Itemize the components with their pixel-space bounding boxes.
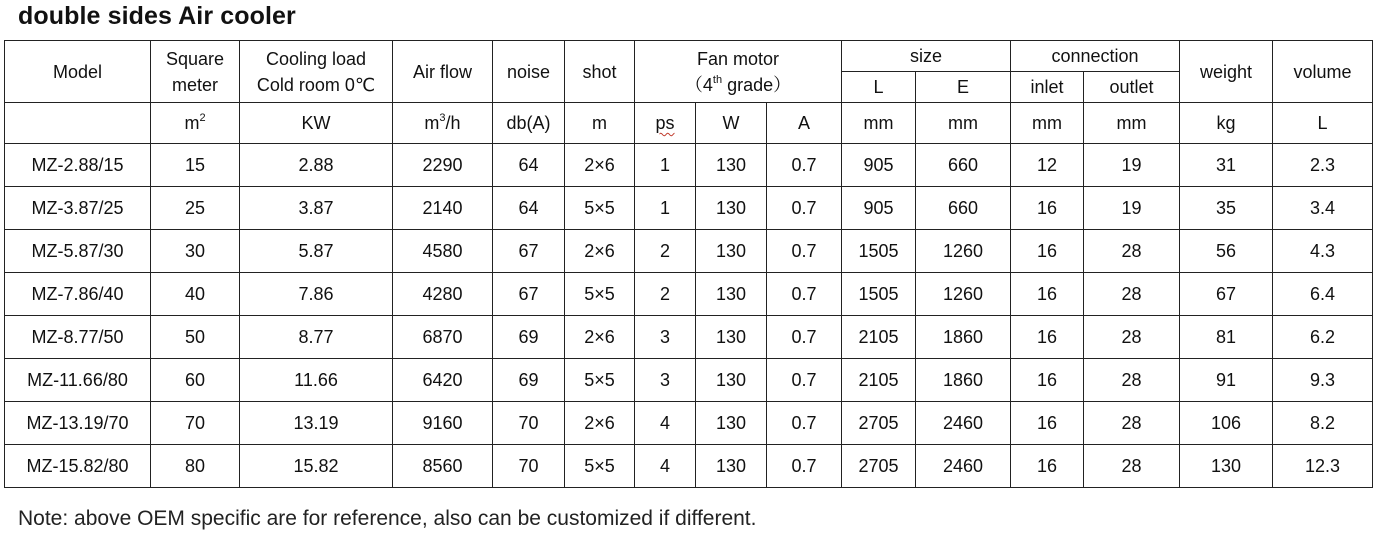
table-row	[5, 316, 1373, 359]
cell-volume: 3.4	[1273, 187, 1373, 230]
unit-square-meter-base: m	[184, 113, 200, 133]
units-row	[5, 103, 1373, 144]
unit-size-e: mm	[916, 103, 1011, 144]
cell-noise: 64	[493, 144, 565, 187]
cell-size-l: 905	[842, 187, 916, 230]
unit-air-flow-rest: /h	[445, 113, 461, 133]
cell-fan-a: 0.7	[767, 230, 842, 273]
header-square-meter-line1: Square	[165, 48, 225, 69]
unit-air-flow-base: m	[424, 113, 440, 133]
cell-size-l: 2105	[842, 316, 916, 359]
cell-air-flow: 4580	[393, 230, 493, 273]
cell-inlet: 16	[1011, 316, 1084, 359]
cell-size-e: 1260	[916, 273, 1011, 316]
cell-volume: 12.3	[1273, 445, 1373, 488]
cell-inlet: 16	[1011, 359, 1084, 402]
header-size: size	[842, 41, 1011, 72]
cell-model: MZ-8.77/50	[5, 316, 151, 359]
unit-square-meter-sup: 2	[199, 112, 206, 124]
header-fan-motor-grade-open: （4	[684, 74, 713, 95]
table-row	[5, 187, 1373, 230]
cell-fan-ps: 2	[635, 273, 696, 316]
cell-fan-w: 130	[696, 230, 767, 273]
data-rows	[5, 144, 1373, 488]
cell-model: MZ-3.87/25	[5, 187, 151, 230]
cell-air-flow: 4280	[393, 273, 493, 316]
cell-model: MZ-2.88/15	[5, 144, 151, 187]
cell-model: MZ-11.66/80	[5, 359, 151, 402]
footnote: Note: above OEM specific are for reference, also can be customized if different.	[18, 507, 757, 530]
header-fan-motor	[635, 41, 842, 103]
cell-fan-w: 130	[696, 402, 767, 445]
cell-square-meter: 50	[151, 316, 240, 359]
cell-model: MZ-13.19/70	[5, 402, 151, 445]
cell-outlet: 28	[1084, 359, 1180, 402]
cell-size-e: 660	[916, 187, 1011, 230]
table-row	[5, 359, 1373, 402]
cell-air-flow: 2140	[393, 187, 493, 230]
cell-weight: 130	[1180, 445, 1273, 488]
cell-outlet: 19	[1084, 187, 1180, 230]
unit-size-l: mm	[842, 103, 916, 144]
cell-size-l: 1505	[842, 230, 916, 273]
cell-size-e: 1860	[916, 359, 1011, 402]
cell-cooling-load: 11.66	[240, 359, 393, 402]
unit-fan-ps-text: ps	[655, 113, 675, 133]
cell-air-flow: 6870	[393, 316, 493, 359]
cell-model: MZ-7.86/40	[5, 273, 151, 316]
cell-outlet: 28	[1084, 230, 1180, 273]
header-outlet: outlet	[1084, 72, 1180, 103]
cell-size-e: 1260	[916, 230, 1011, 273]
cell-cooling-load: 7.86	[240, 273, 393, 316]
unit-fan-a: A	[767, 103, 842, 144]
cell-square-meter: 70	[151, 402, 240, 445]
unit-volume: L	[1273, 103, 1373, 144]
cell-fan-a: 0.7	[767, 187, 842, 230]
cell-fan-w: 130	[696, 273, 767, 316]
cell-volume: 8.2	[1273, 402, 1373, 445]
cell-size-e: 1860	[916, 316, 1011, 359]
cell-shot: 5×5	[565, 187, 635, 230]
cell-shot: 2×6	[565, 144, 635, 187]
cell-cooling-load: 5.87	[240, 230, 393, 273]
cell-size-e: 660	[916, 144, 1011, 187]
header-connection: connection	[1011, 41, 1180, 72]
cell-fan-ps: 1	[635, 144, 696, 187]
cell-weight: 56	[1180, 230, 1273, 273]
header-inlet: inlet	[1011, 72, 1084, 103]
unit-noise: db(A)	[493, 103, 565, 144]
cell-outlet: 28	[1084, 273, 1180, 316]
header-fan-motor-line1: Fan motor	[696, 48, 780, 69]
header-shot: shot	[565, 41, 635, 103]
table-row	[5, 273, 1373, 316]
spec-table	[4, 40, 1373, 488]
cell-weight: 35	[1180, 187, 1273, 230]
cell-weight: 31	[1180, 144, 1273, 187]
cell-fan-w: 130	[696, 316, 767, 359]
header-fan-motor-grade-close: grade）	[722, 74, 792, 95]
cell-size-e: 2460	[916, 445, 1011, 488]
unit-air-flow	[393, 103, 493, 144]
header-cooling-load-line1: Cooling load	[265, 48, 367, 69]
cell-inlet: 16	[1011, 445, 1084, 488]
header-air-flow: Air flow	[393, 41, 493, 103]
cell-fan-a: 0.7	[767, 144, 842, 187]
table-row	[5, 144, 1373, 187]
unit-weight: kg	[1180, 103, 1273, 144]
table-row	[5, 402, 1373, 445]
unit-outlet: mm	[1084, 103, 1180, 144]
header-square-meter	[151, 41, 240, 103]
cell-fan-w: 130	[696, 144, 767, 187]
unit-cooling-load: KW	[240, 103, 393, 144]
header-cooling-load-degree: ℃	[354, 74, 376, 95]
cell-inlet: 12	[1011, 144, 1084, 187]
cell-fan-ps: 1	[635, 187, 696, 230]
unit-shot: m	[565, 103, 635, 144]
cell-fan-a: 0.7	[767, 273, 842, 316]
cell-fan-ps: 4	[635, 445, 696, 488]
header-size-l: L	[842, 72, 916, 103]
cell-fan-ps: 3	[635, 316, 696, 359]
cell-inlet: 16	[1011, 187, 1084, 230]
cell-square-meter: 60	[151, 359, 240, 402]
unit-air-flow-sup: 3	[439, 112, 446, 124]
cell-cooling-load: 13.19	[240, 402, 393, 445]
unit-fan-ps	[635, 103, 696, 144]
cell-noise: 67	[493, 230, 565, 273]
cell-air-flow: 9160	[393, 402, 493, 445]
unit-model	[5, 103, 151, 144]
page-title: double sides Air cooler	[18, 2, 296, 30]
cell-square-meter: 80	[151, 445, 240, 488]
cell-weight: 67	[1180, 273, 1273, 316]
header-row-1	[5, 41, 1373, 72]
cell-noise: 67	[493, 273, 565, 316]
header-cooling-load	[240, 41, 393, 103]
header-square-meter-line2: meter	[171, 74, 218, 95]
cell-fan-w: 130	[696, 359, 767, 402]
header-noise: noise	[493, 41, 565, 103]
cell-weight: 81	[1180, 316, 1273, 359]
unit-square-meter	[151, 103, 240, 144]
cell-noise: 69	[493, 359, 565, 402]
cell-air-flow: 8560	[393, 445, 493, 488]
header-cooling-load-line2: Cold room 0	[256, 74, 355, 95]
cell-fan-a: 0.7	[767, 359, 842, 402]
cell-square-meter: 15	[151, 144, 240, 187]
cell-cooling-load: 3.87	[240, 187, 393, 230]
cell-square-meter: 40	[151, 273, 240, 316]
header-model: Model	[5, 41, 151, 103]
cell-fan-a: 0.7	[767, 402, 842, 445]
cell-weight: 91	[1180, 359, 1273, 402]
cell-fan-ps: 4	[635, 402, 696, 445]
cell-noise: 70	[493, 402, 565, 445]
header-volume: volume	[1273, 41, 1373, 103]
cell-fan-ps: 3	[635, 359, 696, 402]
cell-air-flow: 2290	[393, 144, 493, 187]
cell-square-meter: 30	[151, 230, 240, 273]
cell-fan-w: 130	[696, 187, 767, 230]
cell-fan-ps: 2	[635, 230, 696, 273]
table-row	[5, 445, 1373, 488]
cell-inlet: 16	[1011, 230, 1084, 273]
cell-volume: 2.3	[1273, 144, 1373, 187]
cell-outlet: 19	[1084, 144, 1180, 187]
cell-shot: 5×5	[565, 359, 635, 402]
cell-size-l: 1505	[842, 273, 916, 316]
cell-cooling-load: 15.82	[240, 445, 393, 488]
header-weight: weight	[1180, 41, 1273, 103]
cell-outlet: 28	[1084, 316, 1180, 359]
table-row	[5, 230, 1373, 273]
cell-noise: 69	[493, 316, 565, 359]
cell-inlet: 16	[1011, 402, 1084, 445]
cell-shot: 5×5	[565, 273, 635, 316]
cell-volume: 6.2	[1273, 316, 1373, 359]
cell-air-flow: 6420	[393, 359, 493, 402]
cell-shot: 5×5	[565, 445, 635, 488]
cell-noise: 70	[493, 445, 565, 488]
cell-volume: 4.3	[1273, 230, 1373, 273]
cell-shot: 2×6	[565, 230, 635, 273]
cell-inlet: 16	[1011, 273, 1084, 316]
cell-outlet: 28	[1084, 402, 1180, 445]
cell-cooling-load: 2.88	[240, 144, 393, 187]
cell-shot: 2×6	[565, 402, 635, 445]
cell-fan-a: 0.7	[767, 316, 842, 359]
header-fan-motor-grade-sup: th	[712, 73, 723, 86]
cell-cooling-load: 8.77	[240, 316, 393, 359]
cell-volume: 9.3	[1273, 359, 1373, 402]
cell-noise: 64	[493, 187, 565, 230]
unit-fan-w: W	[696, 103, 767, 144]
cell-volume: 6.4	[1273, 273, 1373, 316]
cell-shot: 2×6	[565, 316, 635, 359]
cell-fan-w: 130	[696, 445, 767, 488]
cell-fan-a: 0.7	[767, 445, 842, 488]
header-size-e: E	[916, 72, 1011, 103]
cell-size-l: 905	[842, 144, 916, 187]
cell-size-e: 2460	[916, 402, 1011, 445]
cell-size-l: 2105	[842, 359, 916, 402]
cell-model: MZ-15.82/80	[5, 445, 151, 488]
cell-model: MZ-5.87/30	[5, 230, 151, 273]
cell-weight: 106	[1180, 402, 1273, 445]
cell-size-l: 2705	[842, 445, 916, 488]
cell-outlet: 28	[1084, 445, 1180, 488]
cell-square-meter: 25	[151, 187, 240, 230]
unit-inlet: mm	[1011, 103, 1084, 144]
cell-size-l: 2705	[842, 402, 916, 445]
